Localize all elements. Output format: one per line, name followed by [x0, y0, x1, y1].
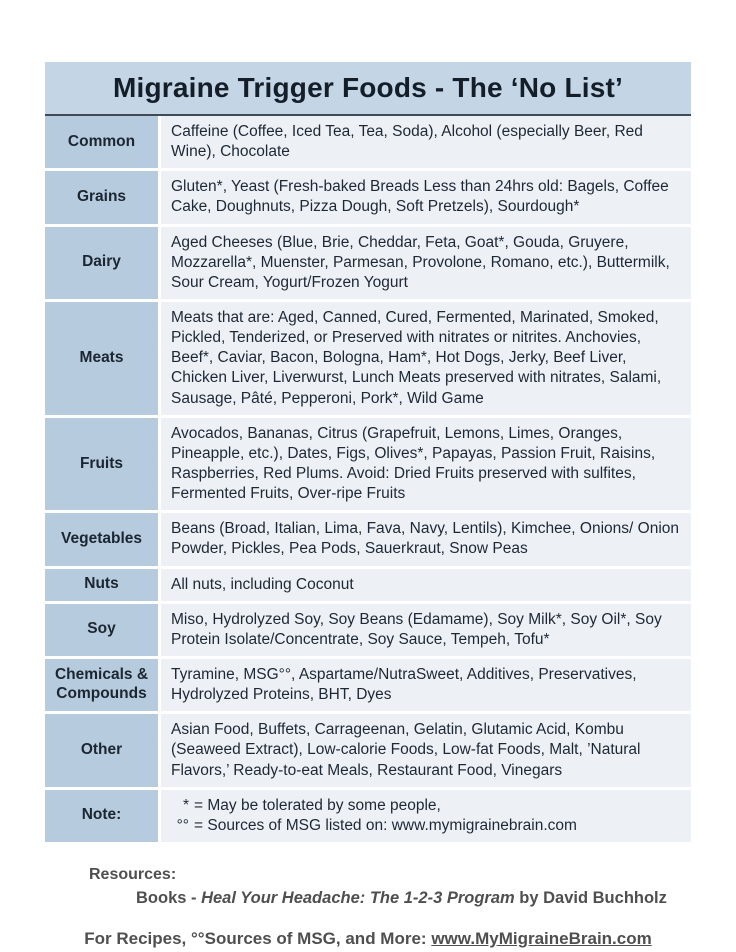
table-row — [45, 227, 691, 299]
content-text: Miso, Hydrolyzed Soy, Soy Beans (Edamame), Soy Milk*, Soy Oil*, Soy Protein Isolate/Concentrate, Soy Sauce, Tempeh, Tofu* — [171, 610, 662, 648]
category-cell-soy: Soy — [45, 604, 158, 656]
content-text: Meats that are: Aged, Canned, Cured, Fermented, Marinated, Smoked, Pickled, Tenderized, or Preserved with nitrates or nitrites. Anchovies, Beef*, Caviar, Bacon, Bologna, Ham*, Hot Dogs, Jerky, Beef Liver, Chicken Liver, Liverwurst, Lunch Meats preserved with nitrates, Salami, Sausage, Pâté, Pepperoni, Pork*, Wild Game — [171, 308, 662, 407]
content-cell — [161, 604, 691, 656]
footer — [45, 842, 691, 949]
category-cell-meats: Meats — [45, 302, 158, 415]
resources-label: Resources: — [89, 865, 177, 883]
note-line-degrees — [171, 816, 682, 836]
book-title: Heal Your Headache: The 1-2-3 Program — [201, 888, 515, 907]
books-prefix: Books - — [136, 888, 202, 907]
table-header — [45, 62, 691, 116]
mymigrainebrain-link[interactable]: www.MyMigraineBrain.com — [431, 928, 652, 948]
recipes-prefix: For Recipes, °°Sources of MSG, and More: — [84, 928, 432, 948]
category-cell-chemicals: Chemicals & Compounds — [45, 659, 158, 711]
category-cell-nuts: Nuts — [45, 569, 158, 601]
table-row — [45, 604, 691, 656]
page-title: Migraine Trigger Foods - The ‘No List’ — [112, 72, 624, 103]
recipes-line — [45, 929, 691, 949]
category-cell-vegetables: Vegetables — [45, 513, 158, 565]
degrees-footnote-marker: °° — [176, 816, 189, 834]
content-text: Asian Food, Buffets, Carrageenan, Gelatin, Glutamic Acid, Kombu (Seaweed Extract), Low-calorie Foods, Low-fat Foods, Malt, ’Natural Flavors,’ Ready-to-eat Meals, Restaurant Food, Vinegars — [171, 721, 641, 779]
note-content-cell — [161, 790, 691, 842]
content-cell — [161, 116, 691, 168]
content-cell — [161, 714, 691, 786]
category-cell-grains: Grains — [45, 171, 158, 223]
category-cell-other: Other — [45, 714, 158, 786]
table-row — [45, 569, 691, 601]
table-row — [45, 513, 691, 565]
table-row — [45, 659, 691, 711]
note-row — [45, 790, 691, 842]
table-row — [45, 418, 691, 511]
table-row — [45, 714, 691, 786]
content-text: Aged Cheeses (Blue, Brie, Cheddar, Feta, Goat*, Gouda, Gruyere, Mozzarella*, Muenster, Parmesan, Provolone, Romano, etc.), Buttermilk, Sour Cream, Yogurt/Frozen Yogurt — [171, 233, 670, 291]
category-cell-note: Note: — [45, 790, 158, 842]
note-line-asterisk — [171, 796, 682, 816]
content-text: Caffeine (Coffee, Iced Tea, Tea, Soda), Alcohol (especially Beer, Red Wine), Chocolate — [171, 123, 643, 161]
content-text: Tyramine, MSG°°, Aspartame/NutraSweet, Additives, Preservatives, Hydrolyzed Proteins, BHT, Dyes — [171, 665, 637, 704]
content-cell — [161, 569, 691, 601]
content-text: Avocados, Bananas, Citrus (Grapefruit, Lemons, Limes, Oranges, Pineapple, etc.), Dates, Figs, Olives*, Papayas, Passion Fruit, Raisins, Raspberries, Red Plums. Avoid: Dried Fruits preserved with sulfites, Fermented Fruits, Over-ripe Fruits — [171, 424, 656, 503]
category-cell-fruits: Fruits — [45, 418, 158, 511]
books-line — [136, 889, 691, 908]
content-cell — [161, 513, 691, 565]
content-cell — [161, 659, 691, 711]
note-text: = Sources of MSG listed on: www.mymigrainebrain.com — [194, 816, 577, 834]
table-row — [45, 171, 691, 223]
note-text: = May be tolerated by some people, — [194, 796, 441, 814]
trigger-foods-table — [45, 62, 691, 842]
content-cell — [161, 171, 691, 223]
content-cell — [161, 227, 691, 299]
content-text: Beans (Broad, Italian, Lima, Fava, Navy, Lentils), Kimchee, Onions/ Onion Powder, Pickles, Pea Pods, Sauerkraut, Snow Peas — [171, 520, 680, 558]
books-suffix: by David Buchholz — [514, 888, 667, 907]
content-cell — [161, 418, 691, 511]
content-text: All nuts, including Coconut — [171, 575, 354, 593]
table-row — [45, 302, 691, 415]
content-text: Gluten*, Yeast (Fresh-baked Breads Less than 24hrs old: Bagels, Coffee Cake, Doughnuts, Pizza Dough, Soft Pretzels), Sourdough* — [171, 178, 669, 216]
content-cell — [161, 302, 691, 415]
asterisk-footnote-marker: * — [182, 796, 189, 814]
table-row — [45, 116, 691, 168]
category-cell-dairy: Dairy — [45, 227, 158, 299]
category-cell-common: Common — [45, 116, 158, 168]
